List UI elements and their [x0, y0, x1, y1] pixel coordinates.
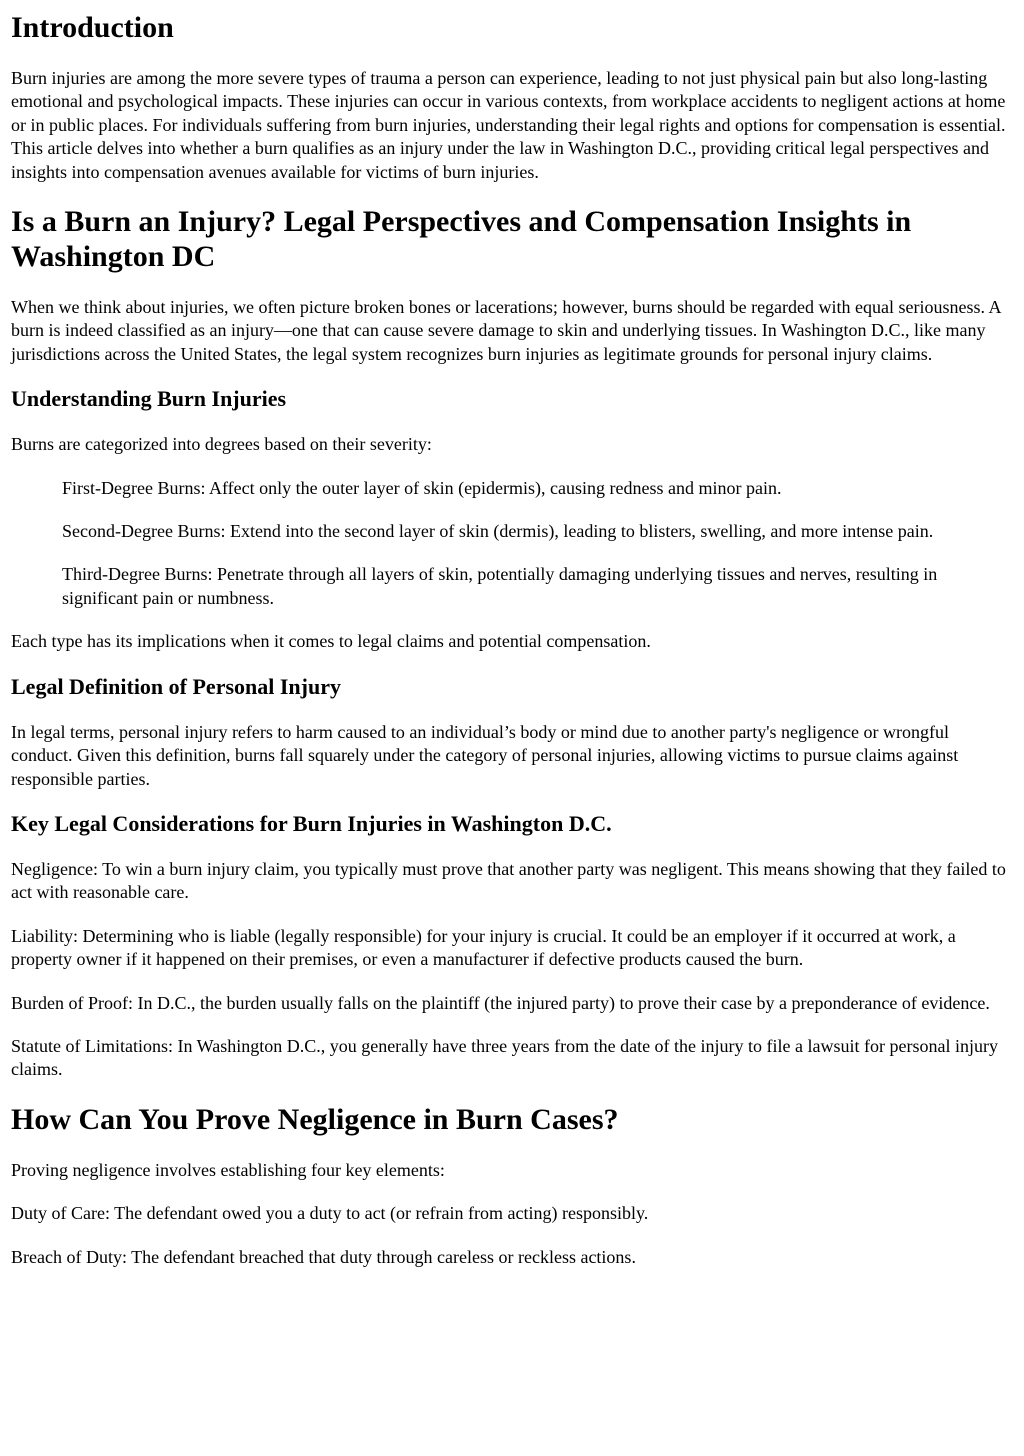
- legal-definition-paragraph: In legal terms, personal injury refers to harm caused to an individual’s body or mind due to another party's negligence or wrongful conduct. Given this definition, burns fall squarely under the category of personal injuries, allowing victims to pursue claims against responsible parties.: [11, 721, 959, 789]
- understanding-heading: Understanding Burn Injuries: [11, 386, 287, 412]
- burn-degrees-list: [62, 477, 1013, 611]
- intro-paragraph: Burn injuries are among the more severe types of trauma a person can experience, leading to not just physical pain but also long-lasting emotional and psychological impacts. These injuries can occur in various contexts, from workplace accidents to negligent actions at home or in public places. For individuals suffering from burn injuries, understanding their legal rights and options for compensation is essential. This article delves into whether a burn qualifies as an injury under the law in Washington D.C., providing critical legal perspectives and insights into compensation avenues available for victims of burn injuries.: [11, 68, 1006, 182]
- intro-heading: Introduction: [11, 11, 174, 44]
- consideration-item: Liability: Determining who is liable (legally responsible) for your injury is crucial. It could be an employer if it occurred at work, a property owner if it happened on their premises, or even a manufacturer if defective products caused the burn.: [11, 925, 956, 970]
- section-heading-burn-injury: Is a Burn an Injury? Legal Perspectives and Compensation Insights in Washington DC: [11, 205, 912, 274]
- consideration-item: Statute of Limitations: In Washington D.C., you generally have three years from the date of the injury to file a lawsuit for personal injury claims.: [11, 1035, 998, 1080]
- understanding-intro: Burns are categorized into degrees based on their severity:: [11, 434, 432, 455]
- negligence-element-item: Breach of Duty: The defendant breached that duty through careless or reckless actions.: [11, 1246, 636, 1267]
- negligence-intro: Proving negligence involves establishing four key elements:: [11, 1159, 445, 1180]
- article: [0, 10, 1024, 1269]
- burn-degree-item: First-Degree Burns: Affect only the outer layer of skin (epidermis), causing redness and minor pain.: [62, 477, 782, 498]
- consideration-item: Negligence: To win a burn injury claim, you typically must prove that another party was negligent. This means showing that they failed to act with reasonable care.: [11, 858, 1006, 903]
- negligence-heading: How Can You Prove Negligence in Burn Cases?: [11, 1102, 619, 1136]
- considerations-heading: Key Legal Considerations for Burn Injuries in Washington D.C.: [11, 810, 612, 836]
- burn-degree-item: Third-Degree Burns: Penetrate through all layers of skin, potentially damaging underlying tissues and nerves, resulting in significant pain or numbness.: [62, 564, 938, 608]
- burn-degree-item: Second-Degree Burns: Extend into the second layer of skin (dermis), leading to blisters, swelling, and more intense pain.: [62, 521, 934, 542]
- negligence-element-item: Duty of Care: The defendant owed you a duty to act (or refrain from acting) responsibly.: [11, 1203, 649, 1224]
- section-paragraph-burn-injury: When we think about injuries, we often picture broken bones or lacerations; however, burns should be regarded with equal seriousness. A burn is indeed classified as an injury—one that can cause severe damage to skin and underlying tissues. In Washington D.C., like many jurisdictions across the United States, the legal system recognizes burn injuries as legitimate grounds for personal injury claims.: [11, 297, 1001, 364]
- legal-definition-heading: Legal Definition of Personal Injury: [11, 673, 341, 699]
- understanding-outro: Each type has its implications when it comes to legal claims and potential compensation.: [11, 631, 651, 652]
- consideration-item: Burden of Proof: In D.C., the burden usually falls on the plaintiff (the injured party) to prove their case by a preponderance of evidence.: [11, 992, 990, 1013]
